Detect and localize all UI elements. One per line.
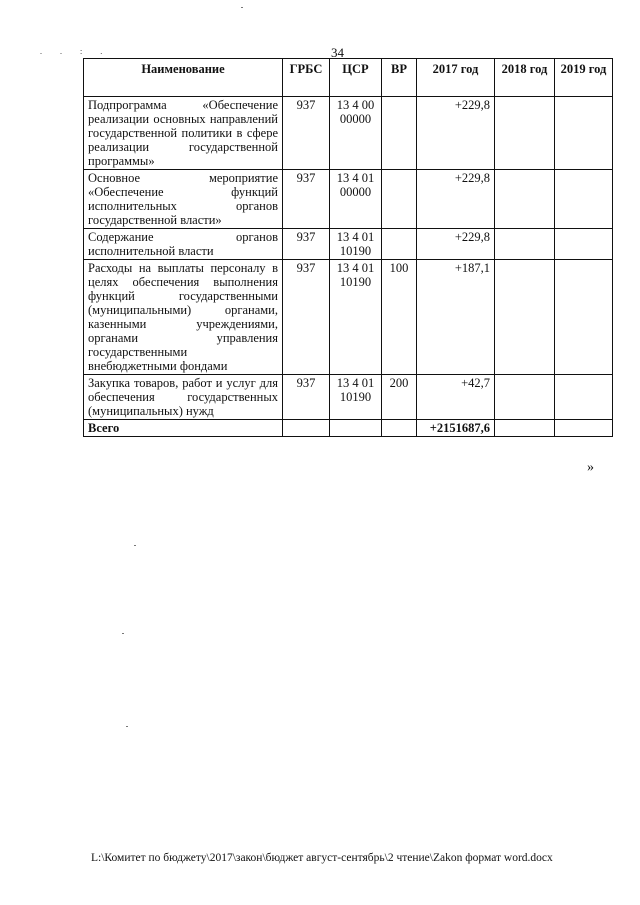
- row-2018: [495, 170, 555, 229]
- row-2019: [555, 375, 613, 420]
- row-2017: +229,8: [417, 229, 495, 260]
- row-name: Содержание органов исполнительной власти: [84, 229, 283, 260]
- row-grbs: 937: [283, 260, 330, 375]
- header-2019: 2019 год: [555, 59, 613, 97]
- scan-speck: [122, 633, 124, 634]
- row-csr: 13 4 01 10190: [330, 229, 382, 260]
- row-grbs: 937: [283, 170, 330, 229]
- row-grbs: 937: [283, 375, 330, 420]
- page-number: 34: [331, 45, 344, 60]
- budget-table: [83, 58, 613, 437]
- row-vr: 100: [382, 260, 417, 375]
- header-vr: ВР: [382, 59, 417, 97]
- total-2019: [555, 420, 613, 437]
- scan-corner-marks: . . : .: [40, 47, 111, 56]
- scan-speck: [126, 726, 128, 727]
- row-2017: +42,7: [417, 375, 495, 420]
- header-2018: 2018 год: [495, 59, 555, 97]
- row-name: Закупка товаров, работ и услуг для обеспечения государственных (муниципальных) нужд: [84, 375, 283, 420]
- total-grbs: [283, 420, 330, 437]
- row-2018: [495, 260, 555, 375]
- header-grbs: ГРБС: [283, 59, 330, 97]
- table-row: [84, 170, 613, 229]
- row-2018: [495, 375, 555, 420]
- table-row: [84, 375, 613, 420]
- row-2017: +229,8: [417, 170, 495, 229]
- row-2019: [555, 97, 613, 170]
- row-csr: 13 4 01 10190: [330, 260, 382, 375]
- footer-file-path: L:\Комитет по бюджету\2017\закон\бюджет август-сентябрь\2 чтение\Zakon формат word.docx: [91, 852, 553, 864]
- header-2017: 2017 год: [417, 59, 495, 97]
- row-name: Подпрограмма «Обеспечение реализации основных направлений государственной политики в сфере реализации государственной программы»: [84, 97, 283, 170]
- row-name: Основное мероприятие «Обеспечение функций исполнительных органов государственной власти»: [84, 170, 283, 229]
- total-2018: [495, 420, 555, 437]
- row-vr: 200: [382, 375, 417, 420]
- row-csr: 13 4 01 00000: [330, 170, 382, 229]
- table-header-row: [84, 59, 613, 97]
- total-2017: +2151687,6: [417, 420, 495, 437]
- total-label: Всего: [84, 420, 283, 437]
- row-2017: +187,1: [417, 260, 495, 375]
- header-name: Наименование: [84, 59, 283, 97]
- row-csr: 13 4 01 10190: [330, 375, 382, 420]
- table-row: [84, 97, 613, 170]
- row-2019: [555, 260, 613, 375]
- row-vr: [382, 97, 417, 170]
- total-csr: [330, 420, 382, 437]
- row-2018: [495, 229, 555, 260]
- row-name: Расходы на выплаты персоналу в целях обеспечения выполнения функций государственными (муниципальными) органами, казенными учреждениями, органами управления государственными внебюджетными фондами: [84, 260, 283, 375]
- scan-speck: [241, 7, 243, 8]
- total-vr: [382, 420, 417, 437]
- row-2018: [495, 97, 555, 170]
- row-2019: [555, 170, 613, 229]
- row-2019: [555, 229, 613, 260]
- scan-speck: [134, 545, 136, 546]
- table-row: [84, 229, 613, 260]
- row-grbs: 937: [283, 97, 330, 170]
- row-csr: 13 4 00 00000: [330, 97, 382, 170]
- row-2017: +229,8: [417, 97, 495, 170]
- row-vr: [382, 170, 417, 229]
- header-csr: ЦСР: [330, 59, 382, 97]
- row-vr: [382, 229, 417, 260]
- closing-quote: »: [587, 460, 594, 475]
- total-row: [84, 420, 613, 437]
- row-grbs: 937: [283, 229, 330, 260]
- table-row: [84, 260, 613, 375]
